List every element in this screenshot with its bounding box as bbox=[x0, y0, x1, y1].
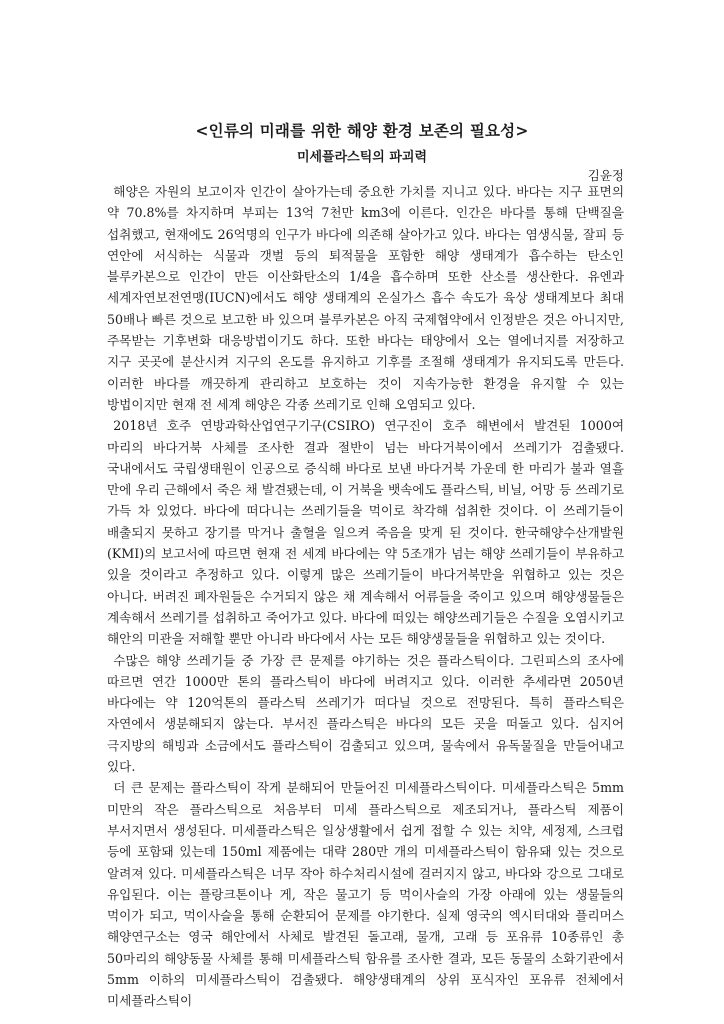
body-paragraph-2: 2018년 호주 연방과학산업연구기구(CSIRO) 연구진이 호주 해변에서 발견된 1000여 마리의 바다거북 사체를 조사한 결과 절반이 넘는 바다거북이에서 쓰레기가 검출됐다. 국내에서도 국립생태원이 인공으로 증식해 바다로 보낸 바다거북 가운데 한 마리가 불과 열흘 만에 우리 근해에서 죽은 채 발견됐는데, 이 거북을 뱃속에도 플라스틱, 비닐, 어망 등 쓰레기로 가득 차 있었다. 바다에 떠다니는 쓰레기들을 먹이로 착각해 섭취한 것이다. 이 쓰레기들이 배출되지 못하고 장기를 막거나 출혈을 일으켜 죽음을 맞게 된 것이다. 한국해양수산개발원(KMI)의 보고서에 따르면 현재 전 세계 바다에는 약 5조개가 넘는 해양 쓰레기들이 부유하고 있을 것이라고 추정하고 있다. 이렇게 많은 쓰레기들이 바다거북만을 위협하고 있는 것은 아니다. 버려진 폐자원들은 수거되지 않은 채 계속해서 어류들을 죽이고 있으며 해양생물들은 계속해서 쓰레기를 섭취하고 죽어가고 있다. 바다에 떠있는 해양쓰레기들은 수질을 오염시키고 해안의 미관을 저해할 뿐만 아니라 바다에서 사는 모든 해양생물들을 위협하고 있는 것이다. bbox=[107, 418, 624, 647]
document-body bbox=[107, 181, 624, 1012]
author-name: 김윤정 bbox=[587, 168, 624, 183]
body-paragraph-1: 해양은 자원의 보고이자 인간이 살아가는데 중요한 가치를 지니고 있다. 바다는 지구 표면의 약 70.8%를 차지하며 부피는 13억 7천만 km3에 이른다. 인간은 바다를 통해 단백질을 섭취했고, 현재에도 26억명의 인구가 바다에 의존해 살아가고 있다. 바다는 염생식물, 잘피 등 연안에 서식하는 식물과 갯벌 등의 퇴적물을 포함한 해양 생태계가 흡수하는 탄소인 블루카본으로 인간이 만든 이산화탄소의 1/4을 흡수하며 또한 산소를 생산한다. 유엔과 세계자연보전연맹(IUCN)에서도 해양 생태계의 온실가스 흡수 속도가 육상 생태계보다 최대 50배나 빠른 것으로 보고한 바 있으며 블루카본은 아직 국제협약에서 인정받은 것은 아니지만, 주목받는 기후변화 대응방법이기도 하다. 또한 바다는 태양에서 오는 열에너지를 저장하고 지구 곳곳에 분산시켜 지구의 온도를 유지하고 기후를 조절해 생태계가 유지되도록 만든다. 이러한 바다를 깨끗하게 관리하고 보호하는 것이 지속가능한 환경을 유지할 수 있는 방법이지만 현재 전 세계 해양은 각종 쓰레기로 인해 오염되고 있다. bbox=[107, 184, 624, 412]
body-paragraph-3: 수많은 해양 쓰레기들 중 가장 큰 문제를 야기하는 것은 플라스틱이다. 그린피스의 조사에 따르면 연간 1000만 톤의 플라스틱이 바다에 버려지고 있다. 이러한 추세라면 2050년 바다에는 약 120억톤의 플라스틱 쓰레기가 떠다닐 것으로 전망된다. 특히 플라스틱은 자연에서 생분해되지 않는다. 부서진 플라스틱은 바다의 모든 곳을 떠돌고 있다. 심지어 극지방의 해빙과 소금에서도 플라스틱이 검출되고 있으며, 물속에서 유독물질을 만들어내고 있다. bbox=[107, 652, 624, 775]
body-paragraph-4: 더 큰 문제는 플라스틱이 작게 분해되어 만들어진 미세플라스틱이다. 미세플라스틱은 5mm 미만의 작은 플라스틱으로 처음부터 미세 플라스틱으로 제조되거나, 플라스틱 제품이 부서지면서 생성된다. 미세플라스틱은 일상생활에서 쉽게 접할 수 있는 치약, 세정제, 스크럽 등에 포함돼 있는데 150ml 제품에는 대략 280만 개의 미세플라스틱이 함유돼 있는 것으로 알려져 있다. 미세플라스틱은 너무 작아 하수처리시설에 걸러지지 않고, 바다와 강으로 그대로 유입된다. 이는 플랑크톤이나 게, 작은 물고기 등 먹이사슬의 가장 아래에 있는 생물들의 먹이가 되고, 먹이사슬을 통해 순환되어 문제를 야기한다. 실제 영국의 엑시터대와 플리머스 해양연구소는 영국 해안에서 사체로 발견된 돌고래, 물개, 고래 등 포유류 10종류인 총 50마리의 해양동물 사체를 통해 미세플라스틱 함유를 조사한 결과, 모든 동물의 소화기관에서 5mm 이하의 미세플라스틱이 검출됐다. 해양생태계의 상위 포식자인 포유류 전체에서 미세플라스틱이 bbox=[107, 780, 624, 1009]
document-title: <인류의 미래를 위한 해양 환경 보존의 필요성> bbox=[195, 121, 529, 140]
document-subtitle: 미세플라스틱의 파괴력 bbox=[296, 150, 428, 165]
